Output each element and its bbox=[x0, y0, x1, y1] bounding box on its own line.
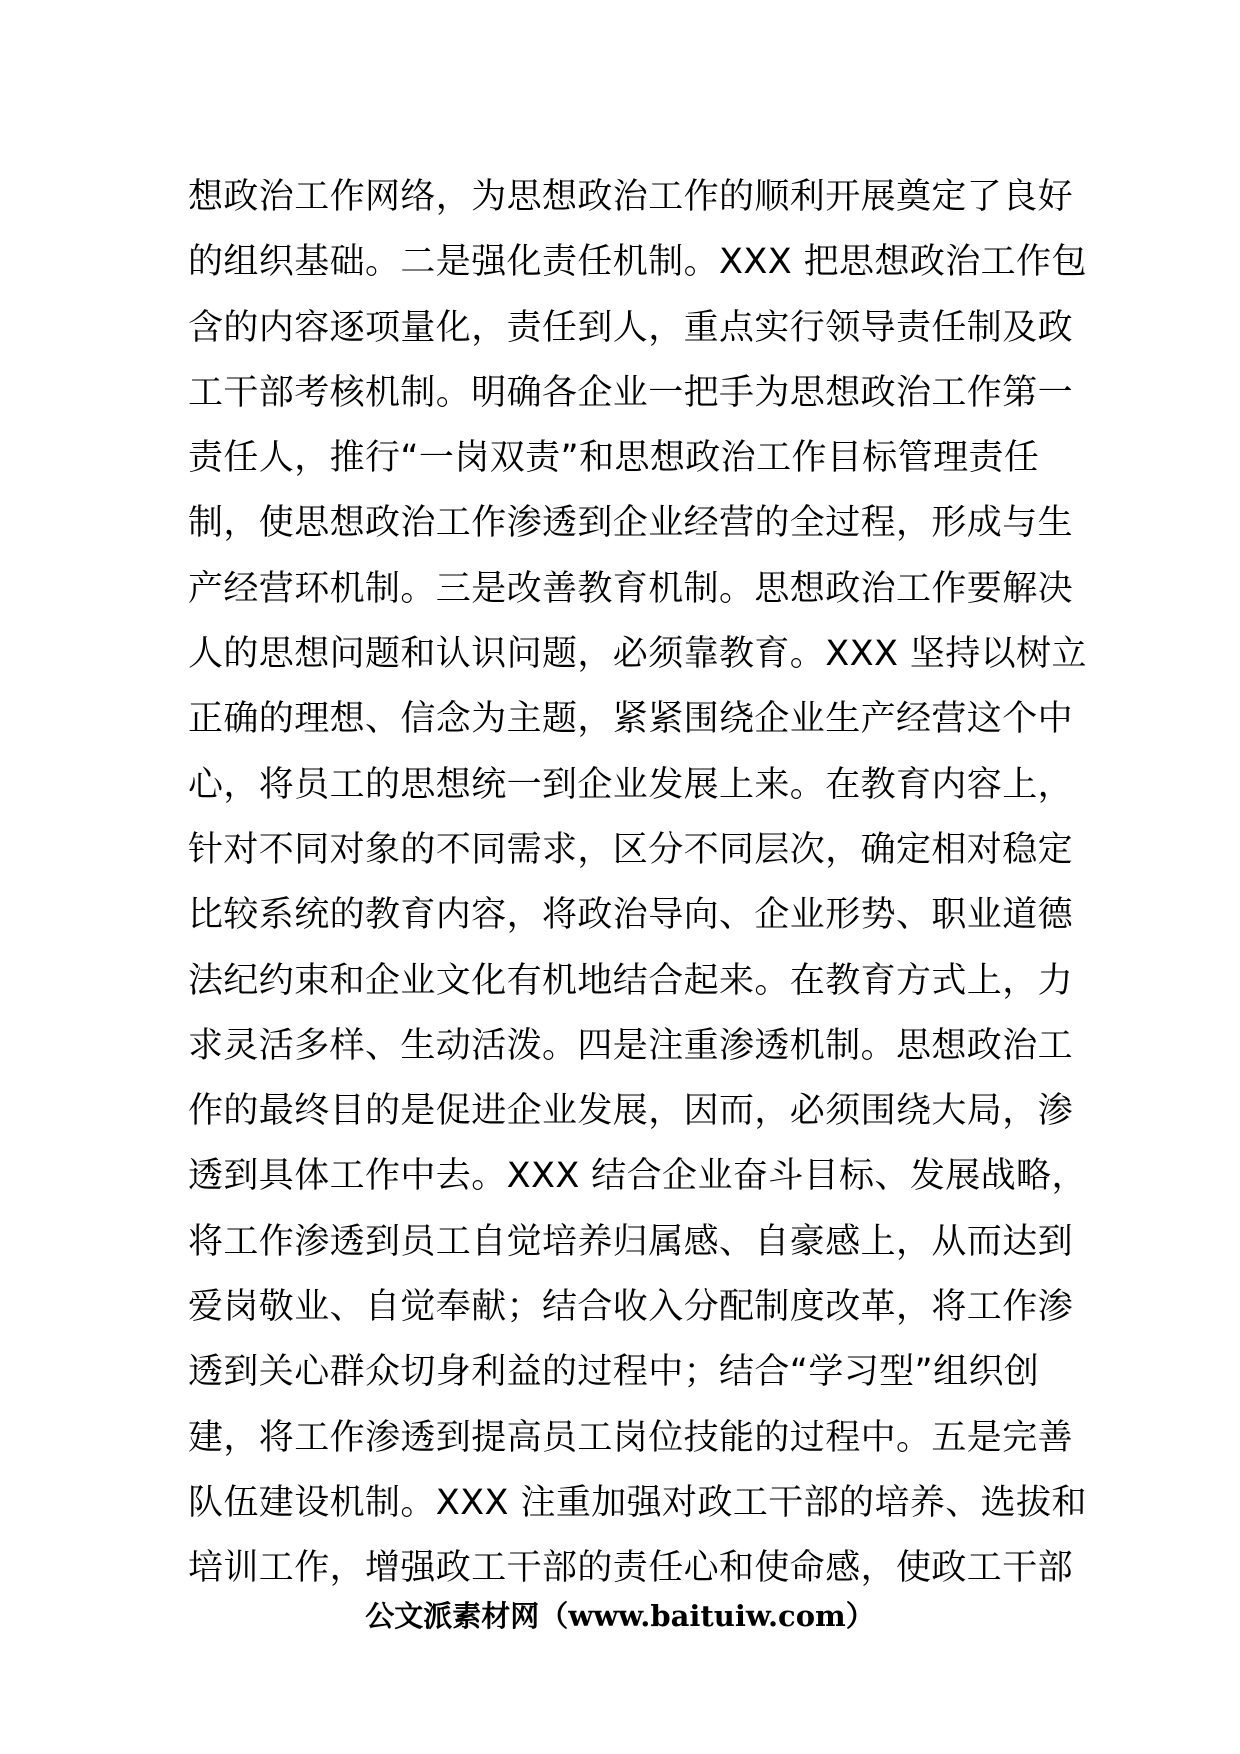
text-line: 爱岗敬业、自觉奉献；结合收入分配制度改革，将工作渗 bbox=[188, 1287, 1074, 1328]
text-line: 队伍建设机制。XXX 注重加强对政工干部的培养、选拔和 bbox=[188, 1482, 1087, 1523]
page-footer: 公文派素材网（www.baituiw.com） bbox=[365, 1599, 875, 1633]
text-line: 培训工作，增强政工干部的责任心和使命感，使政工干部 bbox=[188, 1548, 1074, 1589]
text-line: 求灵活多样、生动活泼。四是注重渗透机制。思想政治工 bbox=[188, 1025, 1074, 1066]
text-line: 含的内容逐项量化，责任到人，重点实行领导责任制及政 bbox=[188, 307, 1074, 348]
text-line: 人的思想问题和认识问题，必须靠教育。XXX 坚持以树立 bbox=[188, 634, 1087, 675]
text-line: 责任人，推行“一岗双责”和思想政治工作目标管理责任 bbox=[188, 438, 1040, 479]
text-line: 工干部考核机制。明确各企业一把手为思想政治工作第一 bbox=[188, 372, 1074, 413]
text-line: 的组织基础。二是强化责任机制。XXX 把思想政治工作包 bbox=[188, 242, 1087, 283]
text-line: 制，使思想政治工作渗透到企业经营的全过程，形成与生 bbox=[188, 503, 1074, 544]
text-line: 建，将工作渗透到提高员工岗位技能的过程中。五是完善 bbox=[188, 1417, 1074, 1458]
text-line: 正确的理想、信念为主题，紧紧围绕企业生产经营这个中 bbox=[188, 699, 1074, 740]
text-line: 将工作渗透到员工自觉培养归属感、自豪感上，从而达到 bbox=[188, 1221, 1074, 1262]
text-line: 想政治工作网络，为思想政治工作的顺利开展奠定了良好 bbox=[188, 177, 1074, 217]
text-line: 透到关心群众切身利益的过程中；结合“学习型”组织创 bbox=[188, 1352, 1040, 1393]
text-line: 透到具体工作中去。XXX 结合企业奋斗目标、发展战略， bbox=[188, 1156, 1087, 1197]
text-line: 比较系统的教育内容，将政治导向、企业形势、职业道德 bbox=[188, 895, 1074, 936]
text-line: 心，将员工的思想统一到企业发展上来。在教育内容上， bbox=[188, 764, 1074, 805]
text-line: 针对不同对象的不同需求，区分不同层次，确定相对稳定 bbox=[188, 829, 1074, 870]
text-line: 产经营环机制。三是改善教育机制。思想政治工作要解决 bbox=[188, 568, 1074, 609]
body-text bbox=[188, 165, 1087, 1602]
text-line: 法纪约束和企业文化有机地结合起来。在教育方式上，力 bbox=[188, 960, 1074, 1001]
text-line: 作的最终目的是促进企业发展，因而，必须围绕大局，渗 bbox=[188, 1091, 1074, 1132]
